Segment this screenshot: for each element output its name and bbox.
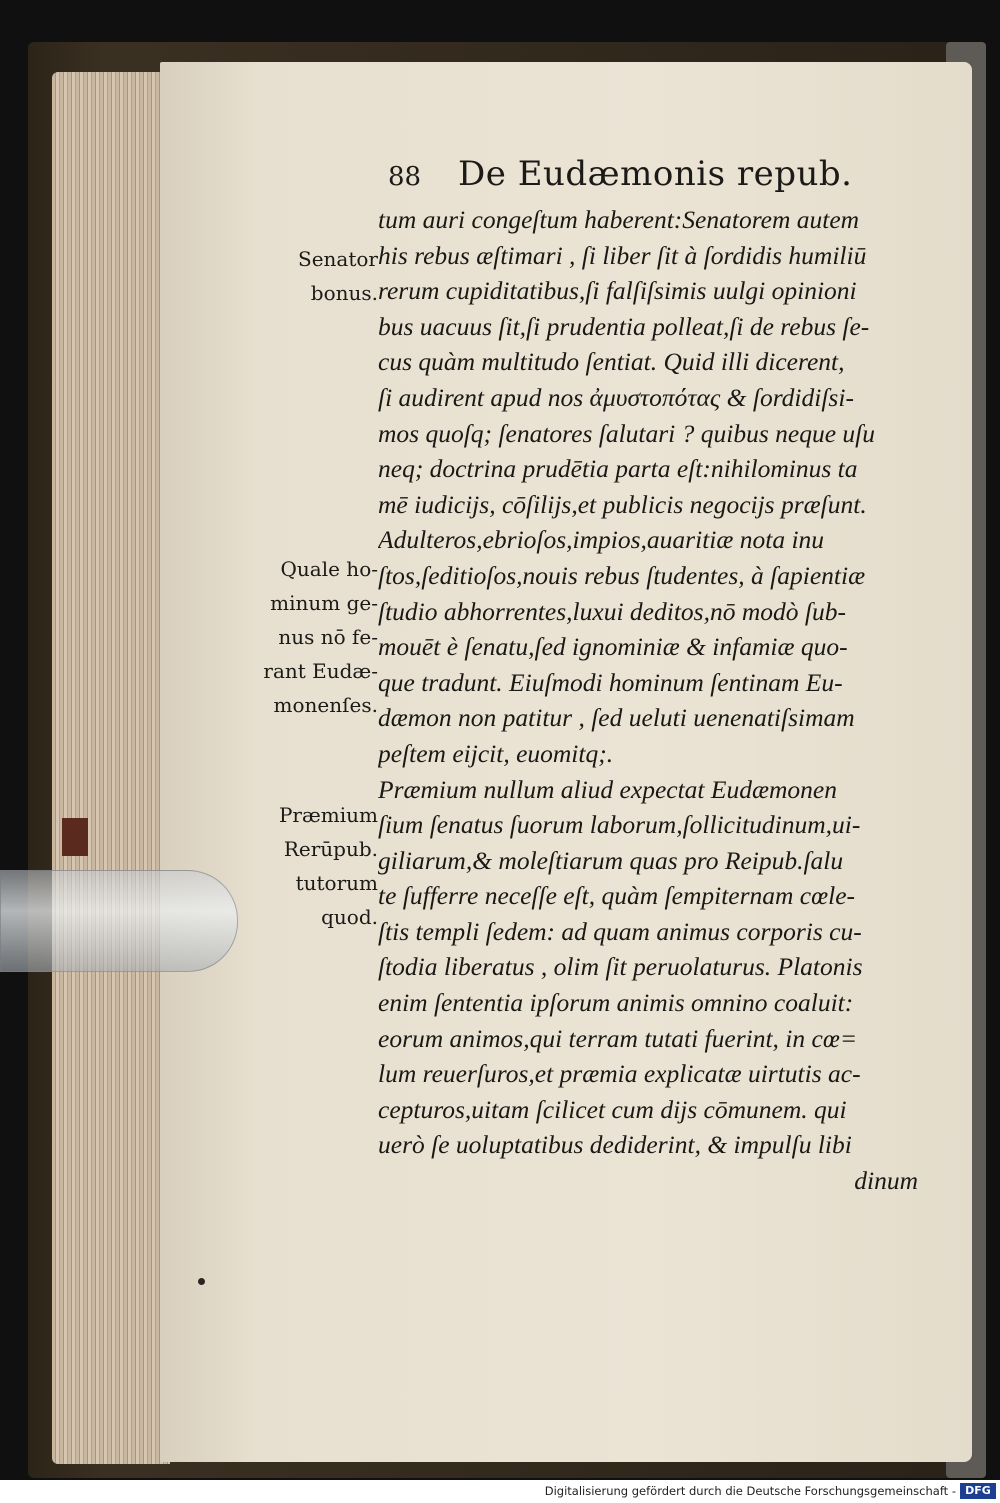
text-line: giliarum,& moleſtiarum quas pro Reipub.ſalu	[378, 845, 844, 875]
margin-note-line: Quale ho-	[280, 557, 378, 581]
ink-spot	[198, 1278, 205, 1285]
bookmark-ribbon	[62, 818, 88, 856]
text-line: peſtem eijcit, euomitq;.	[378, 738, 614, 768]
text-line: rerum cupiditatibus,ſi falſiſsimis uulgi opinioni	[378, 276, 857, 306]
text-line: uerò ſe uoluptatibus dediderint, & impulſu libi	[378, 1130, 852, 1160]
text-line: ſi audirent apud nos ἀμυστοπότας & ſordidiſsi-	[378, 382, 854, 412]
text-line: ſium ſenatus ſuorum laborum,ſollicitudinum,ui-	[378, 810, 861, 840]
text-line: enim ſententia ipſorum animis omnino coaluit:	[378, 988, 854, 1018]
text-line: que tradunt. Eiuſmodi hominum ſentinam Eu-	[378, 667, 843, 697]
text-line: ſtos,ſeditioſos,nouis rebus ſtudentes, à ſapientiæ	[378, 560, 866, 590]
margin-note-quale	[263, 552, 378, 722]
text-line: Adulteros,ebrioſos,impios,auaritiæ nota inu	[378, 525, 825, 555]
page-edges	[52, 72, 170, 1464]
glass-page-holder	[0, 870, 238, 972]
margin-note-praemium	[279, 798, 378, 934]
margin-note-line: nus nō fe-	[278, 625, 378, 649]
page-header	[388, 154, 908, 204]
dfg-logo: DFG	[960, 1483, 996, 1499]
text-line: ſtodia liberatus , olim ſit peruolaturus. Platonis	[378, 952, 863, 982]
text-line: ſtis templi ſedem: ad quam animus corporis cu-	[378, 916, 862, 946]
margin-note-senator	[298, 242, 378, 310]
body-text	[378, 202, 938, 1199]
running-title: De Eudæmonis repub.	[458, 154, 853, 194]
text-line: bus uacuus ſit,ſi prudentia polleat,ſi de rebus ſe-	[378, 311, 870, 341]
margin-note-line: minum ge-	[270, 591, 378, 615]
text-line: neq; doctrina prudētia parta eſt:nihilominus ta	[378, 454, 858, 484]
text-line: ſtudio abhorrentes,luxui deditos,nō modò ſub-	[378, 596, 846, 626]
text-line: lum reuerſuros,et præmia explicatæ uirtutis ac-	[378, 1059, 861, 1089]
margin-note-line: bonus.	[310, 281, 378, 305]
text-line: tum auri congeſtum haberent:Senatorem autem	[378, 205, 860, 234]
margin-note-line: Senator	[298, 247, 378, 271]
text-line: mē iudicijs, cōſilijs,et publicis negocijs præſunt.	[378, 489, 867, 519]
text-line: eorum animos,qui terram tutati fuerint, in cœ=	[378, 1023, 858, 1053]
margin-note-line: tutorum	[295, 871, 378, 895]
margin-note-line: monenſes.	[273, 693, 378, 717]
catchword: dinum	[854, 1166, 918, 1196]
text-line: his rebus æſtimari , ſi liber ſit à ſordidis humiliū	[378, 240, 867, 270]
margin-note-line: Rerūpub.	[283, 837, 378, 861]
text-line: dæmon non patitur , ſed ueluti uenenatiſsimam	[378, 703, 855, 733]
text-line: mos quoſq; ſenatores ſalutari ? quibus neque uſu	[378, 418, 875, 448]
margin-note-line: rant Eudæ-	[263, 659, 378, 683]
margin-note-line: Præmium	[278, 803, 378, 827]
page-number: 88	[388, 162, 422, 192]
text-line: cepturos,uitam ſcilicet cum dijs cōmunem. qui	[378, 1094, 847, 1124]
margin-note-line: quod.	[321, 905, 378, 929]
text-line: Præmium nullum aliud expectat Eudæmonen	[378, 774, 837, 804]
digitization-credit: Digitalisierung gefördert durch die Deutsche Forschungsgemeinschaft -	[544, 1484, 956, 1498]
text-line: cus quàm multitudo ſentiat. Quid illi dicerent,	[378, 347, 845, 377]
text-line: mouēt è ſenatu,ſed ignominiæ & infamiæ quo-	[378, 632, 848, 662]
text-line: te ſufferre neceſſe eſt, quàm ſempiternam cœle-	[378, 881, 856, 911]
